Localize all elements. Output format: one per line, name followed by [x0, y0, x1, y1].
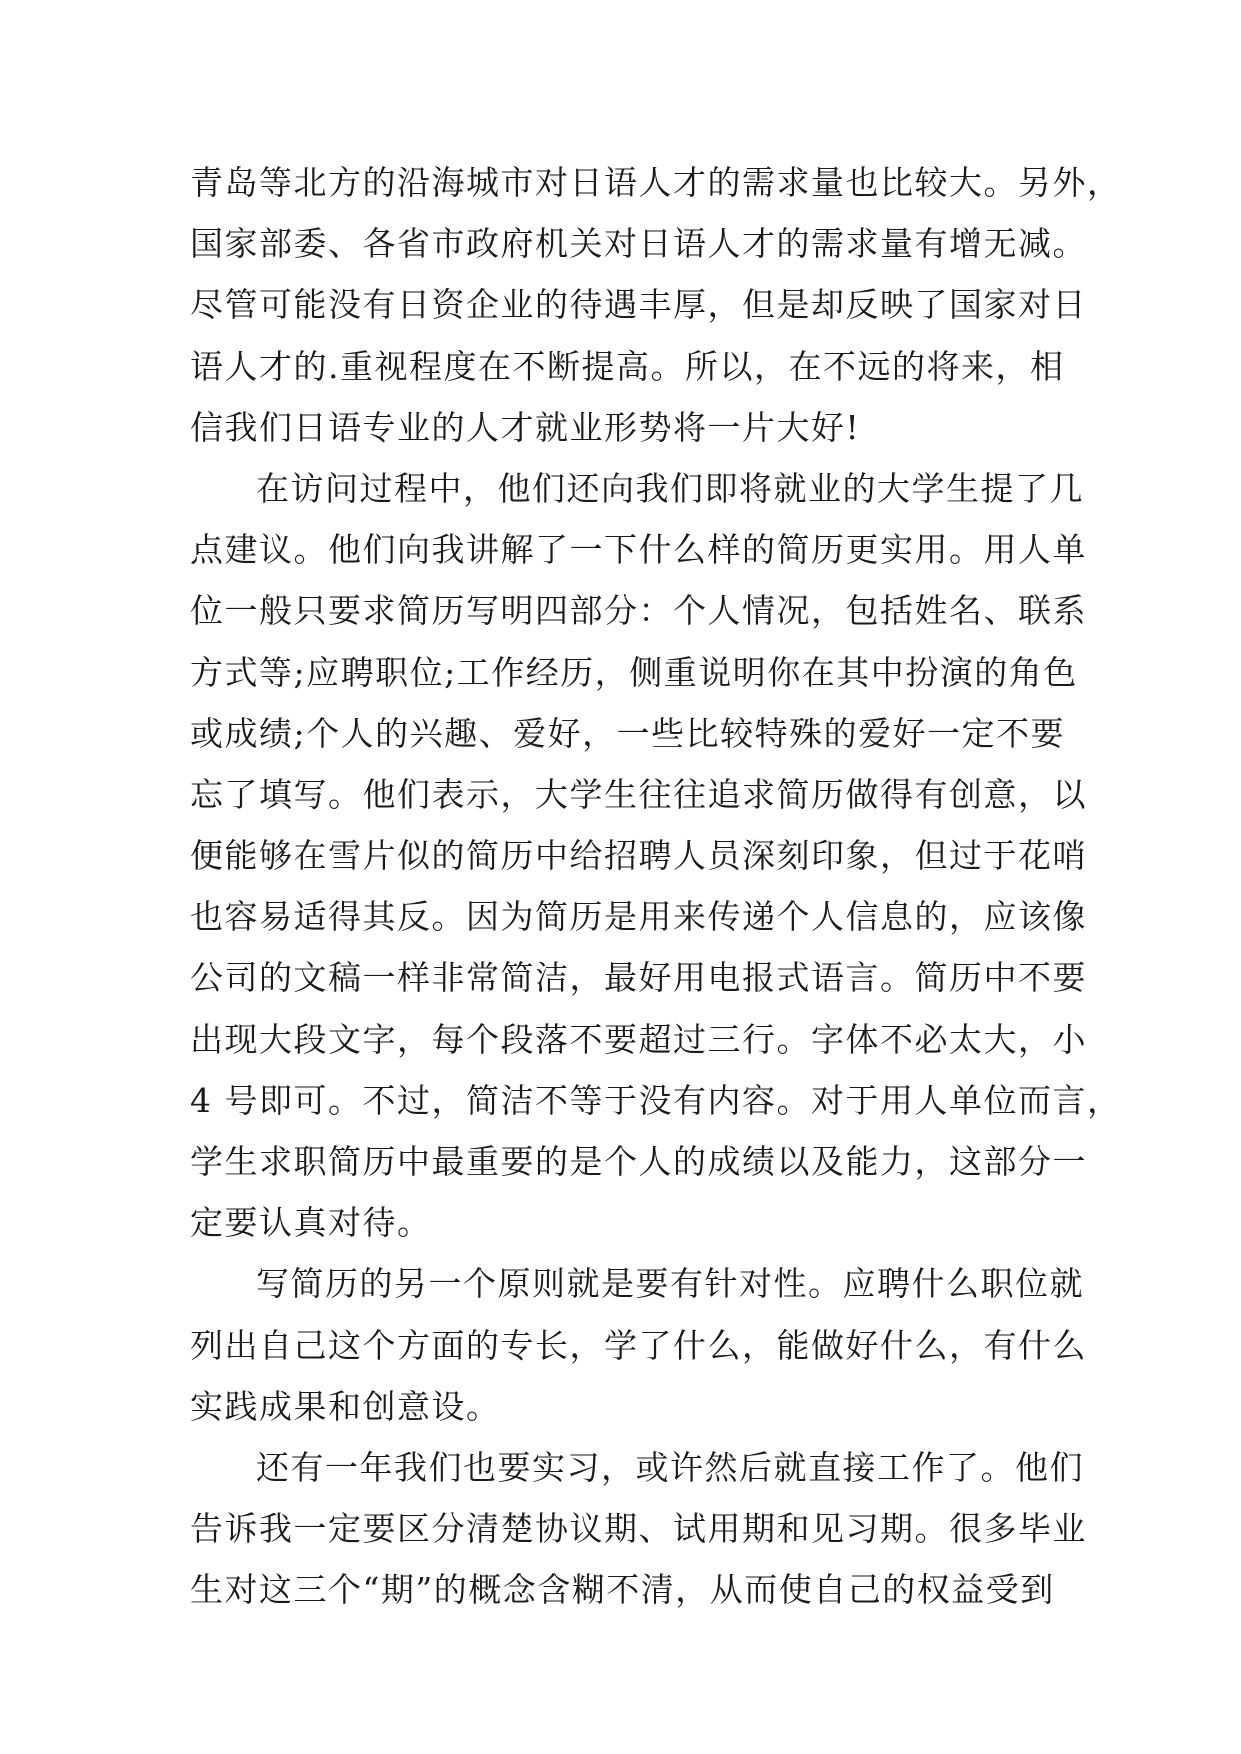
- paragraph: [190, 1437, 1087, 1621]
- text-line: 生对这三个“期”的概念含糊不清，从而使自己的权益受到: [190, 1570, 1055, 1610]
- text-line: 位一般只要求简历写明四部分：个人情况，包括姓名、联系: [190, 591, 1087, 631]
- text-line: 尽管可能没有日资企业的待遇丰厚，但是却反映了国家对日: [190, 285, 1087, 325]
- text-line: 语人才的.重视程度在不断提高。所以，在不远的将来，相: [190, 346, 1065, 386]
- text-line: 学生求职简历中最重要的是个人的成绩以及能力，这部分一: [190, 1142, 1087, 1181]
- text-line: 也容易适得其反。因为简历是用来传递个人信息的，应该像: [190, 897, 1087, 937]
- text-line: 4 号即可。不过，简洁不等于没有内容。对于用人单位而言，: [190, 1080, 1122, 1120]
- text-line: 还有一年我们也要实习，或许然后就直接工作了。他们: [256, 1447, 1084, 1487]
- paragraph: [190, 458, 1122, 1253]
- paragraph: [190, 1253, 1087, 1437]
- text-line: 点建议。他们向我讲解了一下什么样的简历更实用。用人单: [190, 530, 1087, 570]
- text-line: 便能够在雪片似的简历中给招聘人员深刻印象，但过于花哨: [190, 836, 1087, 876]
- text-line: 定要认真对待。: [190, 1203, 432, 1243]
- text-line: 出现大段文字，每个段落不要超过三行。字体不必太大，小: [190, 1019, 1087, 1059]
- text-line: 国家部委、各省市政府机关对日语人才的需求量有增无减。: [190, 224, 1087, 264]
- text-line: 在访问过程中，他们还向我们即将就业的大学生提了几: [256, 468, 1084, 508]
- paragraph: [190, 152, 1122, 458]
- text-line: 或成绩;个人的兴趣、爱好，一些比较特殊的爱好一定不要: [190, 713, 1066, 753]
- text-line: 公司的文稿一样非常简洁，最好用电报式语言。简历中不要: [190, 958, 1087, 998]
- text-line: 列出自己这个方面的专长，学了什么，能做好什么，有什么: [190, 1325, 1087, 1365]
- document-body: [190, 152, 1122, 1621]
- text-line: 忘了填写。他们表示，大学生往往追求简历做得有创意，以: [190, 774, 1087, 814]
- text-line: 告诉我一定要区分清楚协议期、试用期和见习期。很多毕业: [190, 1509, 1087, 1549]
- text-line: 方式等;应聘职位;工作经历，侧重说明你在其中扮演的角色: [190, 652, 1078, 692]
- text-line: 写简历的另一个原则就是要有针对性。应聘什么职位就: [256, 1264, 1084, 1304]
- text-line: 实践成果和创意设。: [190, 1386, 501, 1426]
- text-line: 青岛等北方的沿海城市对日语人才的需求量也比较大。另外，: [190, 163, 1122, 202]
- text-line: 信我们日语专业的人才就业形势将一片大好!: [190, 407, 861, 447]
